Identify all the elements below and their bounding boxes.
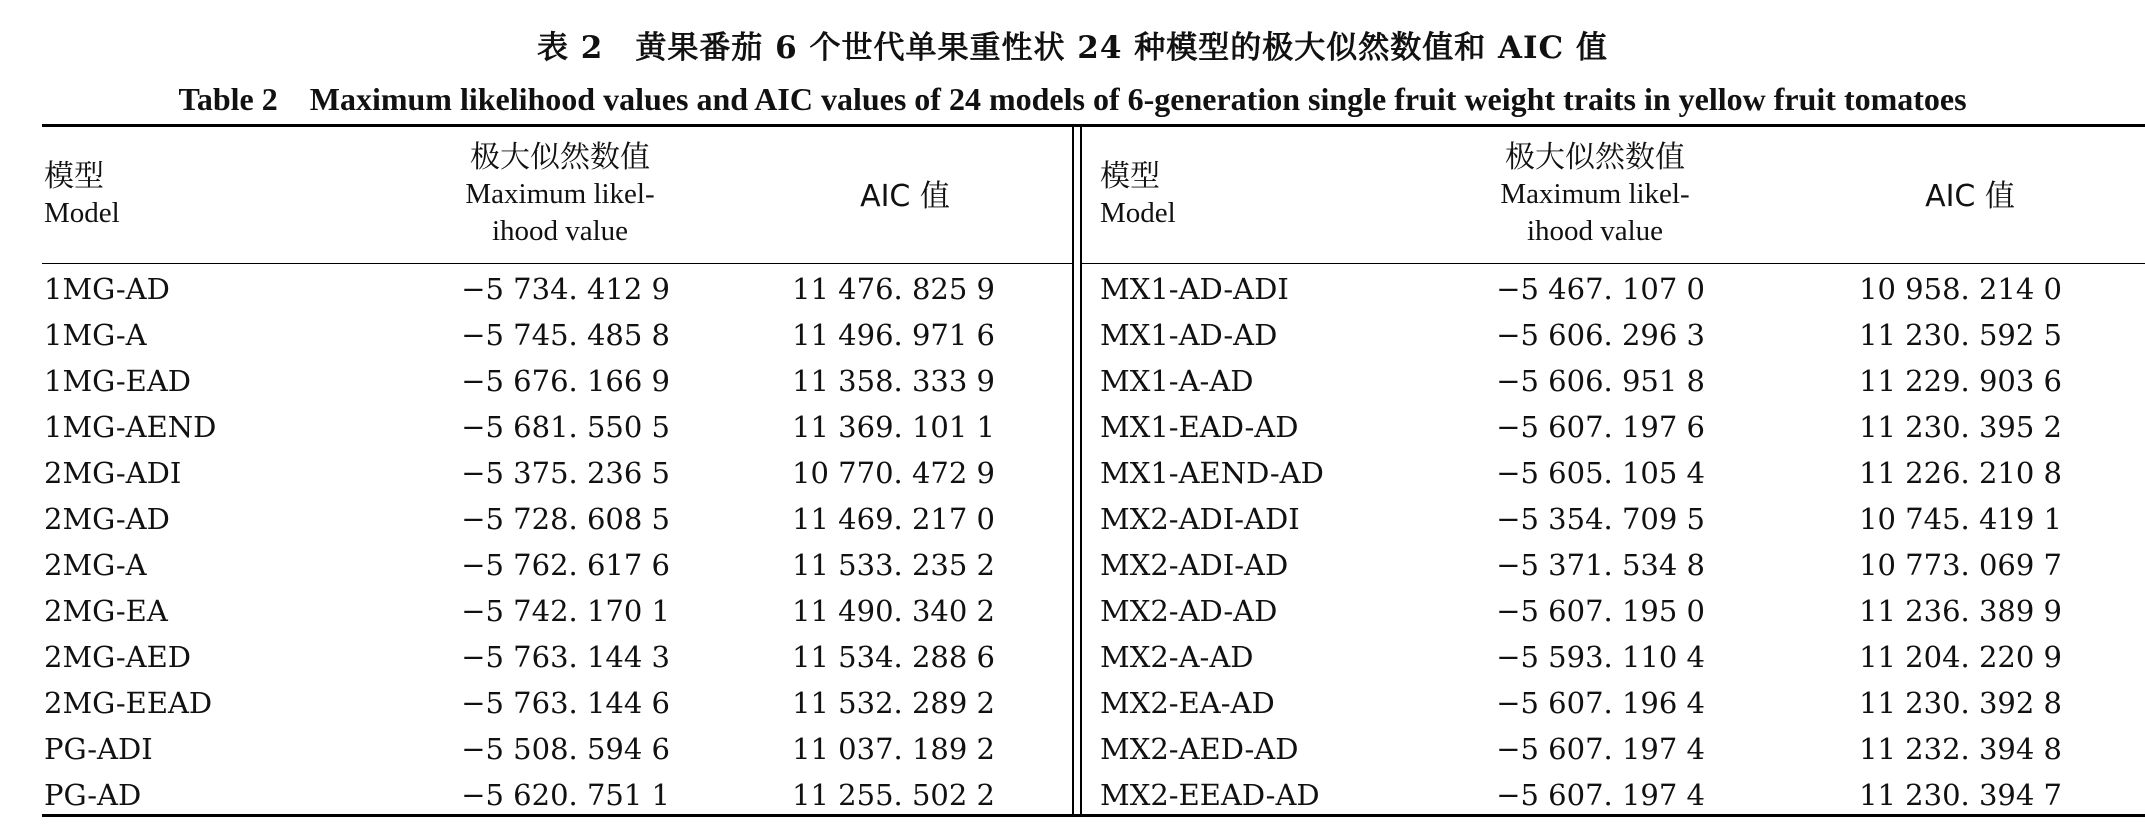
model-name-cell: 1MG-EAD [44, 364, 192, 398]
aic-cell: 11 226. 210 8 [1859, 456, 2062, 490]
header-ml-en-line1: Maximum likel- [465, 178, 655, 210]
aic-cell: 11 230. 394 7 [1859, 778, 2062, 812]
model-name-cell: PG-AD [44, 778, 142, 812]
table-row [0, 542, 2145, 588]
aic-cell: 11 230. 392 8 [1859, 686, 2062, 720]
table-row [0, 680, 2145, 726]
table-row [0, 772, 2145, 818]
likelihood-cell: −5 606. 296 3 [1496, 318, 1705, 352]
table-row [0, 312, 2145, 358]
table-row [0, 496, 2145, 542]
aic-cell: 10 770. 472 9 [792, 456, 995, 490]
header-aic-right [1845, 178, 2095, 215]
table-row [0, 450, 2145, 496]
likelihood-cell: −5 745. 485 8 [461, 318, 670, 352]
header-ml-left [410, 139, 710, 250]
likelihood-cell: −5 762. 617 6 [461, 548, 670, 582]
aic-cell: 11 230. 592 5 [1859, 318, 2062, 352]
aic-cell: 11 204. 220 9 [1859, 640, 2062, 674]
header-model-cn: 模型 [44, 159, 104, 194]
likelihood-cell: −5 620. 751 1 [461, 778, 670, 812]
model-name-cell: 1MG-A [44, 318, 147, 352]
aic-cell: 11 490. 340 2 [792, 594, 995, 628]
aic-cell: 11 255. 502 2 [792, 778, 995, 812]
likelihood-cell: −5 593. 110 4 [1496, 640, 1705, 674]
likelihood-cell: −5 606. 951 8 [1496, 364, 1705, 398]
header-model-en: Model [1100, 197, 1176, 229]
model-name-cell: 1MG-AEND [44, 410, 217, 444]
aic-cell: 11 369. 101 1 [792, 410, 995, 444]
header-ml-cn: 极大似然数值 [470, 140, 650, 175]
model-name-cell: MX1-AD-ADI [1100, 272, 1289, 306]
likelihood-cell: −5 734. 412 9 [461, 272, 670, 306]
model-name-cell: 2MG-ADI [44, 456, 182, 490]
likelihood-cell: −5 508. 594 6 [461, 732, 670, 766]
aic-cell: 10 745. 419 1 [1859, 502, 2062, 536]
likelihood-cell: −5 763. 144 6 [461, 686, 670, 720]
model-name-cell: MX2-EEAD-AD [1100, 778, 1320, 812]
model-name-cell: 2MG-EA [44, 594, 168, 628]
likelihood-cell: −5 371. 534 8 [1496, 548, 1705, 582]
table-row [0, 404, 2145, 450]
table-row [0, 634, 2145, 680]
likelihood-cell: −5 681. 550 5 [461, 410, 670, 444]
aic-cell: 11 232. 394 8 [1859, 732, 2062, 766]
model-name-cell: 2MG-EEAD [44, 686, 213, 720]
aic-cell: 11 469. 217 0 [792, 502, 995, 536]
header-model-en: Model [44, 197, 120, 229]
model-name-cell: 2MG-AED [44, 640, 192, 674]
model-name-cell: MX1-EAD-AD [1100, 410, 1299, 444]
table-row [0, 266, 2145, 312]
table-title-english: Table 2 Maximum likelihood values and AIC values of 24 models of 6-generation single fruit weight traits in yellow fruit tomatoes [178, 81, 1967, 117]
model-name-cell: MX2-EA-AD [1100, 686, 1275, 720]
header-model-right [1100, 158, 1176, 232]
header-rule-left [42, 263, 1072, 264]
likelihood-cell: −5 375. 236 5 [461, 456, 670, 490]
header-ml-en-line2: ihood value [1526, 215, 1664, 247]
aic-cell: 11 358. 333 9 [792, 364, 995, 398]
likelihood-cell: −5 763. 144 3 [461, 640, 670, 674]
model-name-cell: MX2-A-AD [1100, 640, 1254, 674]
table-row [0, 588, 2145, 634]
header-aic: AIC 值 [860, 179, 950, 214]
aic-cell: 10 773. 069 7 [1859, 548, 2062, 582]
header-ml-right [1445, 139, 1745, 250]
top-rule [42, 124, 2145, 127]
likelihood-cell: −5 607. 196 4 [1496, 686, 1705, 720]
aic-cell: 11 230. 395 2 [1859, 410, 2062, 444]
aic-cell: 11 496. 971 6 [792, 318, 995, 352]
likelihood-cell: −5 728. 608 5 [461, 502, 670, 536]
aic-cell: 11 476. 825 9 [792, 272, 995, 306]
likelihood-cell: −5 607. 195 0 [1496, 594, 1705, 628]
model-name-cell: MX2-AD-AD [1100, 594, 1278, 628]
table-body [0, 266, 2145, 818]
aic-cell: 11 229. 903 6 [1859, 364, 2062, 398]
model-name-cell: PG-ADI [44, 732, 153, 766]
header-ml-en-line1: Maximum likel- [1500, 178, 1690, 210]
likelihood-cell: −5 742. 170 1 [461, 594, 670, 628]
aic-cell: 11 037. 189 2 [792, 732, 995, 766]
aic-cell: 11 534. 288 6 [792, 640, 995, 674]
model-name-cell: MX1-AD-AD [1100, 318, 1278, 352]
model-name-cell: MX1-AEND-AD [1100, 456, 1324, 490]
header-ml-cn: 极大似然数值 [1505, 140, 1685, 175]
model-name-cell: 2MG-A [44, 548, 147, 582]
likelihood-cell: −5 605. 105 4 [1496, 456, 1705, 490]
header-model-left [44, 158, 120, 232]
header-ml-en-line2: ihood value [491, 215, 629, 247]
table-row [0, 726, 2145, 772]
header-rule-right [1082, 263, 2145, 264]
likelihood-cell: −5 676. 166 9 [461, 364, 670, 398]
table-row [0, 358, 2145, 404]
model-name-cell: 2MG-AD [44, 502, 170, 536]
likelihood-cell: −5 607. 197 4 [1496, 778, 1705, 812]
aic-cell: 10 958. 214 0 [1859, 272, 2062, 306]
table-title-chinese: 表 2 黄果番茄 6 个世代单果重性状 24 种模型的极大似然数值和 AIC 值 [536, 30, 1609, 66]
aic-cell: 11 532. 289 2 [792, 686, 995, 720]
model-name-cell: MX2-ADI-AD [1100, 548, 1289, 582]
model-name-cell: 1MG-AD [44, 272, 170, 306]
aic-cell: 11 533. 235 2 [792, 548, 995, 582]
likelihood-cell: −5 467. 107 0 [1496, 272, 1705, 306]
header-model-cn: 模型 [1100, 159, 1160, 194]
header-aic-left [780, 178, 1030, 215]
model-name-cell: MX2-ADI-ADI [1100, 502, 1300, 536]
model-name-cell: MX1-A-AD [1100, 364, 1254, 398]
aic-cell: 11 236. 389 9 [1859, 594, 2062, 628]
likelihood-cell: −5 607. 197 6 [1496, 410, 1705, 444]
likelihood-cell: −5 607. 197 4 [1496, 732, 1705, 766]
header-aic: AIC 值 [1925, 179, 2015, 214]
model-name-cell: MX2-AED-AD [1100, 732, 1299, 766]
likelihood-cell: −5 354. 709 5 [1496, 502, 1705, 536]
